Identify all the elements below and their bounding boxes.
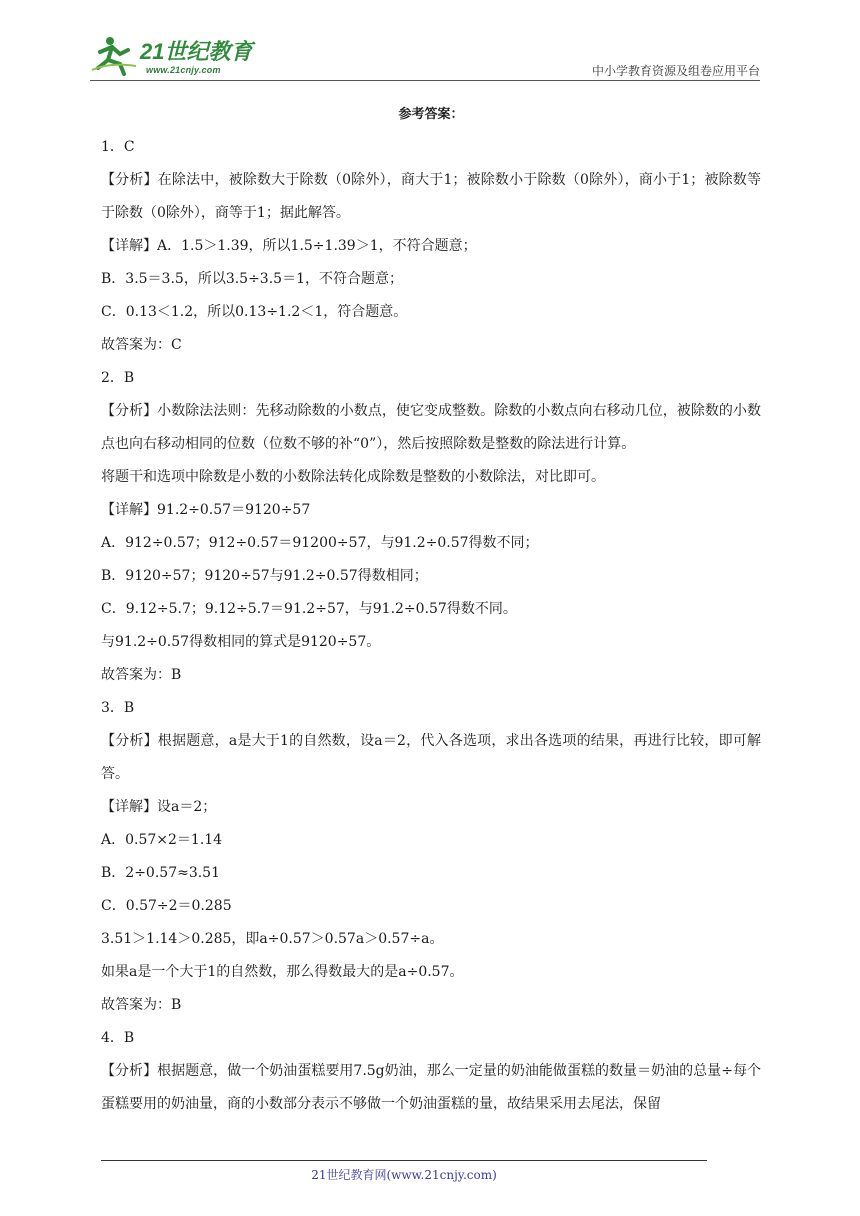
analysis-text: 【分析】在除法中，被除数大于除数（0除外），商大于1；被除数小于除数（0除外），商小于1；被除数等于除数（0除外），商等于1；据此解答。: [101, 172, 761, 221]
answer-conclusion: 故答案为：C: [101, 337, 182, 353]
platform-label: 中小学教育资源及组卷应用平台: [591, 64, 760, 78]
logo-text: 21世纪教育: [140, 39, 253, 64]
page-header: [90, 28, 760, 80]
logo-url: www.21cnjy.com: [146, 65, 221, 75]
detail-text: B．9120÷57；9120÷57与91.2÷0.57得数相同；: [101, 568, 428, 584]
detail-text: 3.51＞1.14＞0.285，即a÷0.57＞0.57a＞0.57÷a。: [101, 931, 444, 947]
detail-text: C．0.57÷2＝0.285: [101, 898, 232, 914]
page-title: 参考答案：: [398, 107, 464, 122]
answer-number: 2．B: [101, 370, 135, 386]
detail-text: A．0.57×2＝1.14: [101, 832, 223, 848]
detail-text: B．3.5＝3.5，所以3.5÷3.5＝1，不符合题意；: [101, 271, 403, 287]
footer-link[interactable]: 21世纪教育网(www.21cnjy.com): [311, 1168, 497, 1182]
detail-text: C．0.13＜1.2，所以0.13÷1.2＜1，符合题意。: [101, 304, 408, 320]
detail-text: 【详解】91.2÷0.57＝9120÷57: [101, 502, 311, 518]
answer-number: 4．B: [101, 1030, 135, 1046]
analysis-text: 【分析】根据题意，a是大于1的自然数，设a＝2，代入各选项，求出各选项的结果，再进行比较，即可解答。: [101, 733, 761, 782]
answer-conclusion: 故答案为：B: [101, 667, 182, 683]
answer-number: 3．B: [101, 700, 135, 716]
analysis-text: 将题干和选项中除数是小数的小数除法转化成除数是整数的小数除法，对比即可。: [101, 469, 605, 485]
analysis-text: 【分析】根据题意，做一个奶油蛋糕要用7.5g奶油，那么一定量的奶油能做蛋糕的数量＝奶油的总量÷每个蛋糕要用的奶油量，商的小数部分表示不够做一个奶油蛋糕的量，故结果采用去尾法，保留: [101, 1063, 761, 1112]
detail-text: A．912÷0.57；912÷0.57＝91200÷57，与91.2÷0.57得数不同；: [101, 535, 539, 551]
footer-divider: [101, 1160, 707, 1161]
answer-number: 1．C: [101, 139, 135, 155]
answer-content: [101, 98, 761, 1121]
detail-text: 与91.2÷0.57得数相同的算式是9120÷57。: [101, 634, 381, 650]
answer-conclusion: 故答案为：B: [101, 997, 182, 1013]
site-logo[interactable]: [90, 32, 260, 78]
detail-text: 如果a是一个大于1的自然数，那么得数最大的是a÷0.57。: [101, 964, 464, 980]
detail-text: C．9.12÷5.7；9.12÷5.7＝91.2÷57，与91.2÷0.57得数不同。: [101, 601, 517, 617]
analysis-text: 【分析】小数除法法则：先移动除数的小数点，使它变成整数。除数的小数点向右移动几位，被除数的小数点也向右移动相同的位数（位数不够的补“0”），然后按照除数是整数的除法进行计算。: [101, 403, 761, 452]
detail-text: 【详解】A．1.5＞1.39，所以1.5÷1.39＞1，不符合题意；: [101, 238, 477, 254]
header-divider: [90, 80, 760, 81]
detail-text: B．2÷0.57≈3.51: [101, 865, 220, 881]
detail-text: 【详解】设a＝2；: [101, 799, 217, 815]
